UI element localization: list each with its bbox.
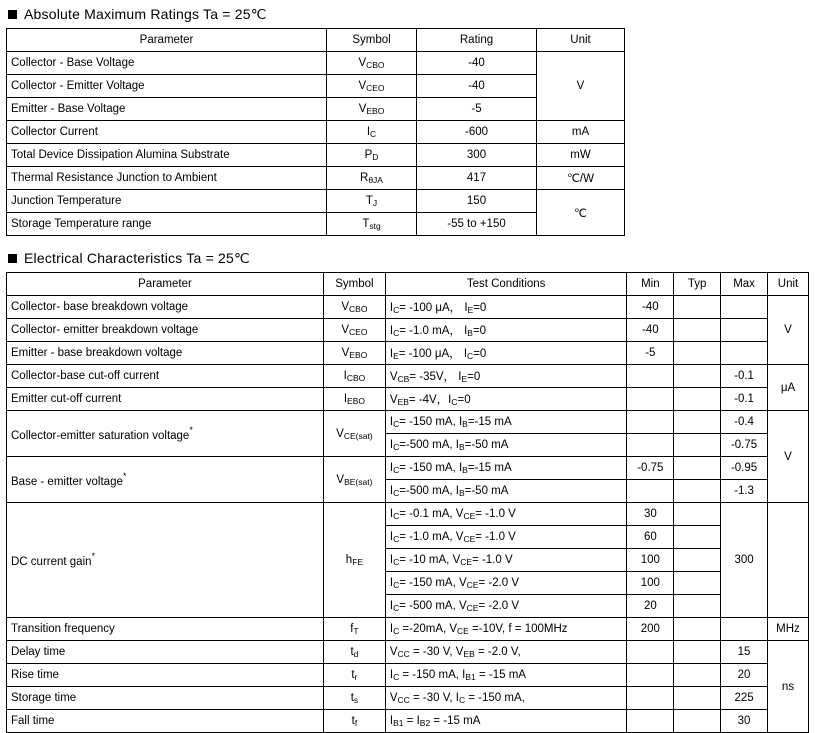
cell-symbol: $V_{CEO}$ (327, 75, 417, 98)
cell-min (627, 687, 674, 710)
cell-unit: μA (768, 365, 809, 411)
cell-typ (674, 526, 721, 549)
cell-typ (674, 296, 721, 319)
cell-symbol: $t_f$ (323, 710, 385, 733)
table-header-row (7, 29, 625, 52)
cell-symbol: $t_s$ (323, 687, 385, 710)
cell-parameter: Collector-base cut-off current (7, 365, 324, 388)
cell-symbol: $t_d$ (323, 641, 385, 664)
cell-max: -0.95 (721, 457, 768, 480)
table-row (7, 144, 625, 167)
cell-max: 300 (721, 503, 768, 618)
cell-unit: V (768, 296, 809, 365)
header-test-conditions: Test Conditions (385, 273, 627, 296)
header-min: Min (627, 273, 674, 296)
cell-test-conditions: $I_C = -150$ mA, $I_{B1} = -15$ mA (385, 664, 627, 687)
header-symbol: Symbol (327, 29, 417, 52)
cell-max: 225 (721, 687, 768, 710)
cell-symbol: $T_{stg}$ (327, 213, 417, 236)
cell-unit: V (537, 52, 625, 121)
cell-parameter: Emitter - base breakdown voltage (7, 342, 324, 365)
table-row (7, 641, 809, 664)
abs-max-section-title (8, 6, 809, 23)
cell-rating: 150 (417, 190, 537, 213)
cell-test-conditions: $I_C=-500$ mA, $I_B=-50$ mA (385, 434, 627, 457)
cell-typ (674, 664, 721, 687)
cell-parameter: Collector- base breakdown voltage (7, 296, 324, 319)
cell-parameter: Storage time (7, 687, 324, 710)
abs-max-table (6, 28, 625, 236)
cell-min: 100 (627, 549, 674, 572)
cell-test-conditions: $I_C=-500$ mA, $I_B=-50$ mA (385, 480, 627, 503)
table-row (7, 121, 625, 144)
cell-unit: MHz (768, 618, 809, 641)
cell-parameter: Collector - Emitter Voltage (7, 75, 327, 98)
cell-test-conditions: $I_C= -0.1$ mA, $V_{CE}= -1.0$ V (385, 503, 627, 526)
cell-max: 15 (721, 641, 768, 664)
cell-symbol: $V_{CBO}$ (327, 52, 417, 75)
table-row (7, 365, 809, 388)
cell-parameter: Storage Temperature range (7, 213, 327, 236)
cell-symbol: $h_{FE}$ (323, 503, 385, 618)
cell-test-conditions: $V_{EB}= -4V$，$I_C=0$ (385, 388, 627, 411)
elec-title-text: Electrical Characteristics Ta = 25℃ (24, 250, 250, 266)
table-row (7, 710, 809, 733)
header-parameter: Parameter (7, 29, 327, 52)
cell-max: 20 (721, 664, 768, 687)
cell-typ (674, 388, 721, 411)
cell-test-conditions: $I_C= -500$ mA, $V_{CE}= -2.0$ V (385, 595, 627, 618)
cell-test-conditions: $I_C =-20mA$, $V_{CE} =-10V$, f = 100MHz (385, 618, 627, 641)
cell-parameter: Junction Temperature (7, 190, 327, 213)
cell-unit: ℃ (537, 190, 625, 236)
cell-typ (674, 457, 721, 480)
table-header-row (7, 273, 809, 296)
cell-symbol: $P_D$ (327, 144, 417, 167)
table-row (7, 213, 625, 236)
cell-max: -0.1 (721, 388, 768, 411)
cell-test-conditions: $I_C= -1.0$ mA， $I_B=0$ (385, 319, 627, 342)
cell-unit: mA (537, 121, 625, 144)
table-row (7, 190, 625, 213)
cell-typ (674, 710, 721, 733)
header-max: Max (721, 273, 768, 296)
table-row (7, 296, 809, 319)
cell-typ (674, 503, 721, 526)
cell-min: 100 (627, 572, 674, 595)
table-row (7, 687, 809, 710)
cell-parameter: Collector - Base Voltage (7, 52, 327, 75)
cell-max: -1.3 (721, 480, 768, 503)
cell-min: 200 (627, 618, 674, 641)
header-unit: Unit (537, 29, 625, 52)
cell-min (627, 641, 674, 664)
elec-char-table (6, 272, 809, 733)
cell-min: -40 (627, 319, 674, 342)
header-parameter: Parameter (7, 273, 324, 296)
table-row (7, 75, 625, 98)
table-row (7, 98, 625, 121)
cell-typ (674, 687, 721, 710)
table-row (7, 342, 809, 365)
cell-typ (674, 434, 721, 457)
cell-test-conditions: $I_C= -150$ mA, $V_{CE}= -2.0$ V (385, 572, 627, 595)
header-symbol: Symbol (323, 273, 385, 296)
cell-min: -5 (627, 342, 674, 365)
cell-symbol: $T_J$ (327, 190, 417, 213)
elec-section-title (8, 250, 809, 267)
cell-symbol: $V_{CEO}$ (323, 319, 385, 342)
cell-parameter: Delay time (7, 641, 324, 664)
cell-min: -40 (627, 296, 674, 319)
cell-unit (768, 503, 809, 618)
cell-test-conditions: $V_{CC} = -30$ V, $V_{EB} = -2.0$ V, (385, 641, 627, 664)
cell-test-conditions: $V_{CB}= -35V$， $I_E=0$ (385, 365, 627, 388)
cell-rating: -40 (417, 75, 537, 98)
abs-max-table-wrap (6, 28, 809, 236)
header-rating: Rating (417, 29, 537, 52)
cell-min: 20 (627, 595, 674, 618)
cell-typ (674, 595, 721, 618)
cell-symbol: $f_T$ (323, 618, 385, 641)
cell-typ (674, 319, 721, 342)
cell-parameter: Collector- emitter breakdown voltage (7, 319, 324, 342)
cell-min (627, 388, 674, 411)
cell-parameter: Total Device Dissipation Alumina Substrate (7, 144, 327, 167)
cell-rating: -5 (417, 98, 537, 121)
cell-test-conditions: $I_C= -150$ mA, $I_B=-15$ mA (385, 457, 627, 480)
cell-test-conditions: $I_C= -150$ mA, $I_B=-15$ mA (385, 411, 627, 434)
cell-symbol: $V_{CBO}$ (323, 296, 385, 319)
cell-min (627, 434, 674, 457)
cell-min (627, 664, 674, 687)
cell-max: -0.4 (721, 411, 768, 434)
cell-min (627, 365, 674, 388)
cell-symbol: $I_{EBO}$ (323, 388, 385, 411)
cell-parameter: Rise time (7, 664, 324, 687)
cell-test-conditions: $I_C= -1.0$ mA, $V_{CE}= -1.0$ V (385, 526, 627, 549)
cell-test-conditions: $I_C= -10$ mA, $V_{CE}= -1.0$ V (385, 549, 627, 572)
cell-test-conditions: $V_{CC} = -30$ V, $I_C = -150$ mA, (385, 687, 627, 710)
cell-parameter: Transition frequency (7, 618, 324, 641)
cell-unit: ns (768, 641, 809, 733)
cell-parameter: Thermal Resistance Junction to Ambient (7, 167, 327, 190)
cell-unit: mW (537, 144, 625, 167)
cell-parameter: Emitter cut-off current (7, 388, 324, 411)
cell-typ (674, 365, 721, 388)
table-row (7, 319, 809, 342)
header-typ: Typ (674, 273, 721, 296)
cell-test-conditions: $I_{B1} = I_{B2} = -15$ mA (385, 710, 627, 733)
cell-min: 60 (627, 526, 674, 549)
cell-test-conditions: $I_E= -100$ μA， $I_C=0$ (385, 342, 627, 365)
cell-rating: -600 (417, 121, 537, 144)
table-row (7, 664, 809, 687)
table-row (7, 411, 809, 434)
cell-typ (674, 618, 721, 641)
table-row (7, 457, 809, 480)
bullet-square-icon (8, 10, 17, 19)
cell-max: 30 (721, 710, 768, 733)
cell-symbol: $I_{CBO}$ (323, 365, 385, 388)
table-row (7, 52, 625, 75)
table-row (7, 618, 809, 641)
cell-rating: -55 to +150 (417, 213, 537, 236)
cell-min: 30 (627, 503, 674, 526)
abs-max-title-text: Absolute Maximum Ratings Ta = 25℃ (24, 6, 267, 22)
cell-symbol: $R_{\theta JA}$ (327, 167, 417, 190)
cell-max (721, 319, 768, 342)
cell-parameter: DC current gain* (7, 503, 324, 618)
cell-min: -0.75 (627, 457, 674, 480)
cell-parameter: Base - emitter voltage* (7, 457, 324, 503)
cell-test-conditions: $I_C= -100$ μA， $I_E=0$ (385, 296, 627, 319)
cell-parameter: Collector-emitter saturation voltage* (7, 411, 324, 457)
cell-rating: 417 (417, 167, 537, 190)
table-row (7, 388, 809, 411)
cell-max (721, 296, 768, 319)
cell-symbol: $V_{EBO}$ (323, 342, 385, 365)
table-row (7, 167, 625, 190)
cell-typ (674, 480, 721, 503)
cell-unit: V (768, 411, 809, 503)
cell-parameter: Fall time (7, 710, 324, 733)
header-unit: Unit (768, 273, 809, 296)
cell-typ (674, 549, 721, 572)
cell-symbol: $V_{BE(sat)}$ (323, 457, 385, 503)
cell-parameter: Emitter - Base Voltage (7, 98, 327, 121)
cell-rating: -40 (417, 52, 537, 75)
cell-typ (674, 572, 721, 595)
cell-typ (674, 411, 721, 434)
cell-typ (674, 641, 721, 664)
cell-typ (674, 342, 721, 365)
cell-max: -0.1 (721, 365, 768, 388)
cell-symbol: $I_C$ (327, 121, 417, 144)
cell-rating: 300 (417, 144, 537, 167)
cell-symbol: $V_{CE(sat)}$ (323, 411, 385, 457)
bullet-square-icon (8, 254, 17, 263)
cell-max: -0.75 (721, 434, 768, 457)
table-row (7, 503, 809, 526)
cell-unit: ℃/W (537, 167, 625, 190)
cell-min (627, 411, 674, 434)
cell-max (721, 342, 768, 365)
cell-max (721, 618, 768, 641)
cell-min (627, 710, 674, 733)
cell-parameter: Collector Current (7, 121, 327, 144)
cell-symbol: $V_{EBO}$ (327, 98, 417, 121)
cell-symbol: $t_r$ (323, 664, 385, 687)
cell-min (627, 480, 674, 503)
